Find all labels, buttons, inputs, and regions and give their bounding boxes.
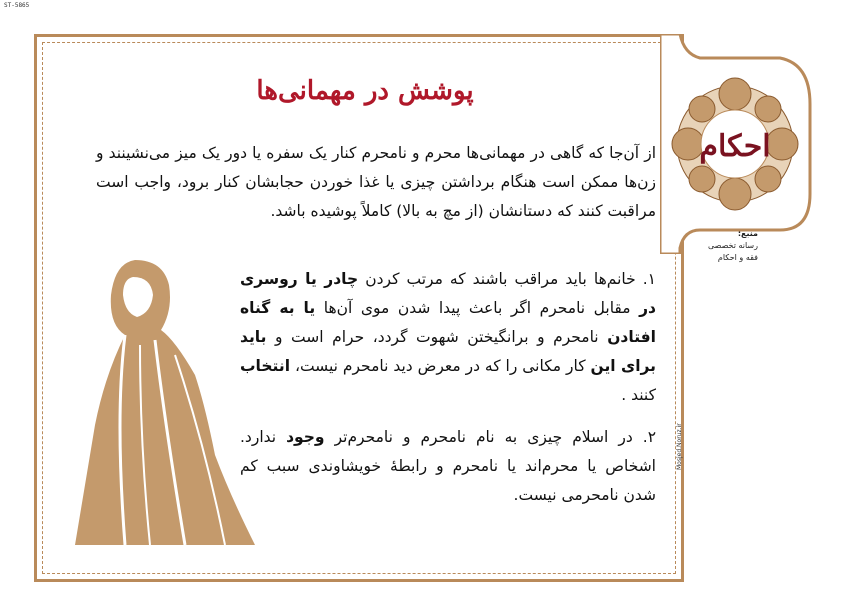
rule-1-text-d: کار مکانی را که در معرض دید نامحرم نیست، (290, 357, 591, 375)
site-credit: Mosjed.Noruz.ir (676, 423, 683, 470)
source-line-1: رسانه تخصصی (708, 241, 758, 250)
rule-1-text-e: کنند . (621, 386, 656, 404)
badge-label: احکام (699, 129, 771, 164)
rule-1-text-a: ۱. خانم‌ها باید مراقب باشند که مرتب کردن (358, 270, 656, 288)
document-code: ST-5865 (4, 2, 30, 9)
ahkam-badge (660, 34, 820, 254)
rule-1-bold-b: یا به گناه افتادن (240, 299, 656, 346)
rule-2-text-a: ۲. در اسلام چیزی به نام نامحرم و نامحرم‌تر (324, 428, 657, 446)
source-credit (692, 228, 758, 264)
page-title: پوشش در مهمانی‌ها (256, 76, 474, 106)
rule-item-2 (240, 423, 656, 510)
rule-2-bold-a: وجود (286, 428, 325, 446)
rule-1-bold-d: انتخاب (239, 357, 291, 375)
source-line-2: فقه و احکام (717, 253, 758, 262)
rule-item-1 (240, 265, 656, 410)
intro-paragraph: از آن‌جا که گاهی در مهمانی‌ها محرم و نامحرم کنار یک سفره یا دور یک میز می‌نشینند و زن‌ها ممکن است هنگام برداشتن چیزی یا غذا خوردن حجابشان کنار برود، واجب است مراقبت کنند که دستانشان (از مچ به بالا) کاملاً پوشیده باشد. (96, 144, 656, 220)
chador-woman-illustration (55, 255, 265, 555)
rule-1-text-b: مقابل نامحرم اگر باعث پیدا شدن موی آن‌ها (315, 299, 640, 317)
rule-1-bold-a: چادر یا روسری در (240, 270, 657, 317)
rule-1-text-c: نامحرم و برانگیختن شهوت گردد، حرام است و (266, 328, 608, 346)
rule-2-text-b: ندارد. اشخاص یا محرم‌اند یا نامحرم و رابطهٔ خویشاوندی سبب کم شدن نامحرمی نیست. (240, 428, 656, 504)
rule-1-bold-c: باید برای این (240, 328, 656, 375)
source-label: منبع: (737, 229, 758, 238)
